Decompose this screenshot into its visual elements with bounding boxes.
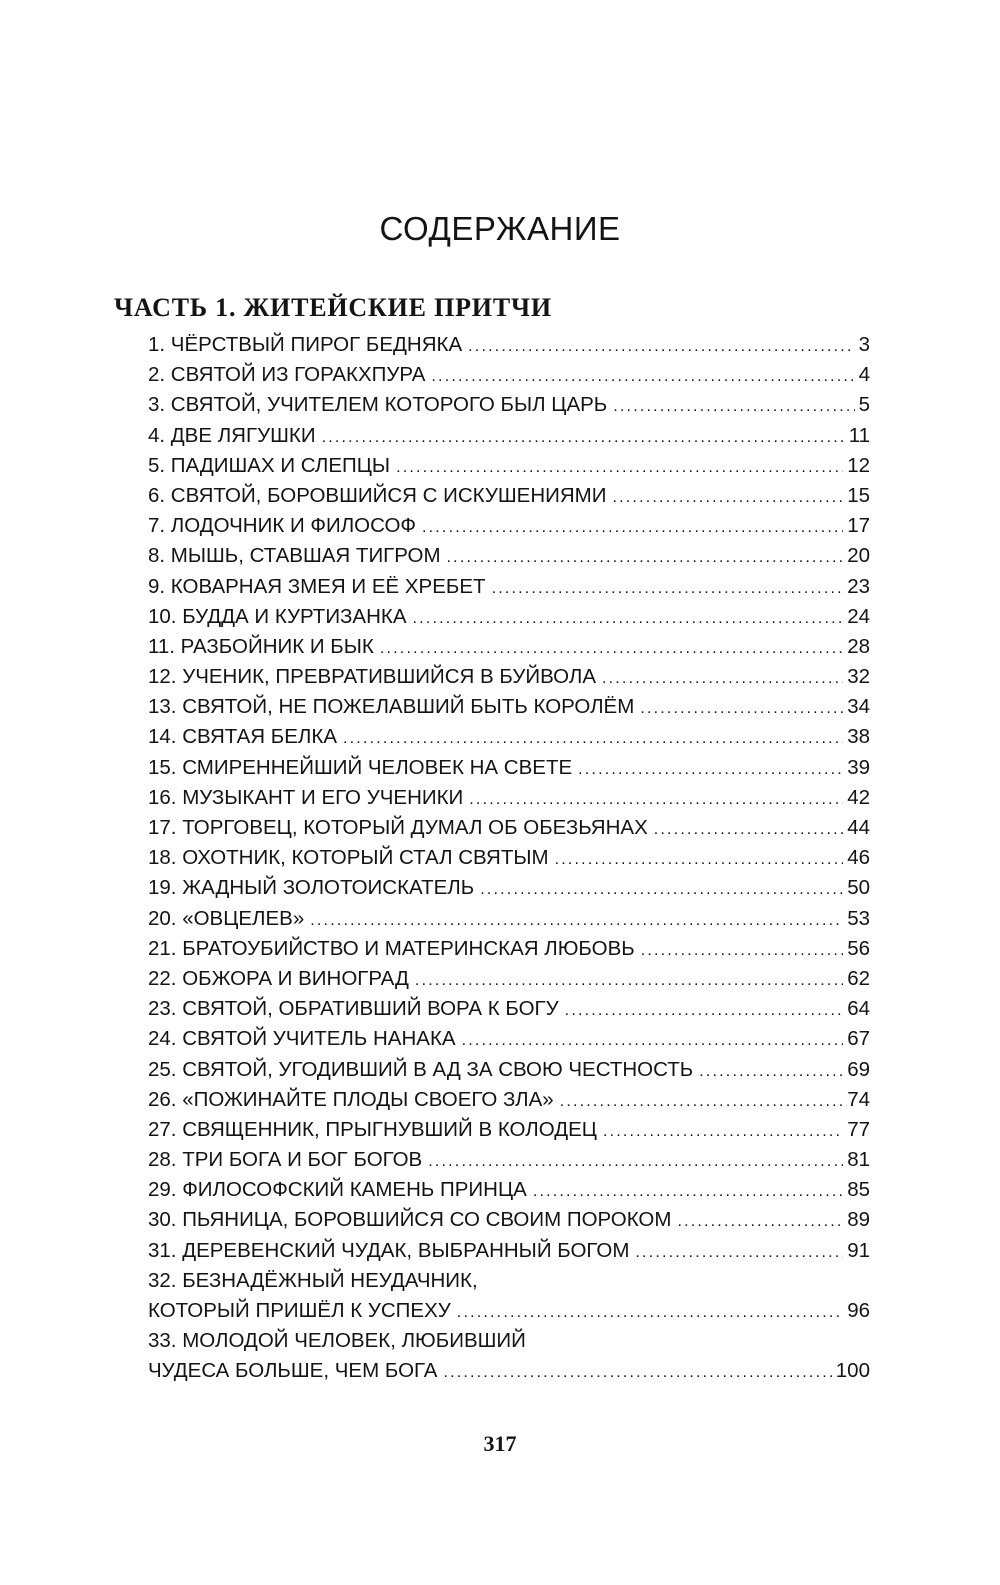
toc-entry-page: 11 [848, 423, 870, 447]
dot-leader [422, 513, 843, 543]
toc-entry [148, 994, 870, 1024]
toc-entry-page: 85 [847, 1178, 870, 1202]
toc-entry-page: 67 [847, 1027, 870, 1051]
dot-leader [396, 453, 843, 483]
toc-entry [148, 1266, 870, 1326]
toc-entry-title: 24. СВЯТОЙ УЧИТЕЛЬ НАНАКА [148, 1027, 456, 1051]
dot-leader [428, 1147, 843, 1177]
toc-entry-title: 29. ФИЛОСОФСКИЙ КАМЕНЬ ПРИНЦА [148, 1178, 527, 1202]
toc-entry-line [148, 451, 870, 481]
dot-leader [413, 604, 844, 634]
toc-entry [148, 692, 870, 722]
dot-leader [322, 423, 845, 453]
toc-entry-line [148, 1085, 870, 1115]
toc-entry-title: ЧУДЕСА БОЛЬШЕ, ЧЕМ БОГА [148, 1359, 438, 1383]
toc-entry [148, 1145, 870, 1175]
toc-entry-page: 39 [847, 755, 870, 779]
toc-entry [148, 572, 870, 602]
toc-entry-title: 20. «ОВЦЕЛЕВ» [148, 906, 305, 930]
toc-entry-title: 10. БУДДА И КУРТИЗАНКА [148, 604, 407, 628]
dot-leader [431, 362, 854, 392]
toc-entry [148, 360, 870, 390]
toc-entry-line [148, 813, 870, 843]
toc-entry-page: 34 [847, 695, 870, 719]
toc-entry-line [148, 511, 870, 541]
toc-entry-page: 20 [847, 544, 870, 568]
toc-entry-title: 16. МУЗЫКАНТ И ЕГО УЧЕНИКИ [148, 785, 464, 809]
dot-leader [380, 634, 843, 664]
toc-entry-line [148, 360, 870, 390]
toc-entry-line [148, 934, 870, 964]
dot-leader [699, 1057, 843, 1087]
toc-entry-page: 81 [847, 1148, 870, 1172]
toc-entry-page: 24 [847, 604, 870, 628]
toc-entry [148, 722, 870, 752]
toc-entry-line [148, 1356, 870, 1386]
toc-entry-line [148, 843, 870, 873]
toc-entry-page: 50 [847, 876, 870, 900]
dot-leader [492, 574, 844, 604]
toc-entry-line [148, 753, 870, 783]
toc-entry-page: 89 [847, 1208, 870, 1232]
toc-entry-page: 69 [847, 1057, 870, 1081]
toc-entry-line [148, 421, 870, 451]
toc-entry [148, 451, 870, 481]
dot-leader [469, 785, 843, 815]
toc-entry-line [148, 994, 870, 1024]
toc-entry-page: 4 [858, 363, 870, 387]
dot-leader [613, 483, 844, 513]
toc-entry-line [148, 964, 870, 994]
toc-entry-title-line1: 33. МОЛОДОЙ ЧЕЛОВЕК, ЛЮБИВШИЙ [148, 1329, 526, 1353]
page-number: 317 [483, 1431, 517, 1456]
toc-entry-line [148, 481, 870, 511]
toc-entry-line [148, 1296, 870, 1326]
toc-entry-title: КОТОРЫЙ ПРИШЁЛ К УСПЕХУ [148, 1299, 451, 1322]
toc-entry [148, 783, 870, 813]
toc-entry-line [148, 572, 870, 602]
part-title: ЧАСТЬ 1. ЖИТЕЙСКИЕ ПРИТЧИ [114, 293, 552, 322]
toc-entry-title: 11. РАЗБОЙНИК И БЫК [148, 634, 374, 658]
toc-entry-page: 17 [847, 514, 870, 538]
toc-entry [148, 602, 870, 632]
toc-entry-page: 62 [847, 966, 870, 990]
toc-entry [148, 934, 870, 964]
toc-entry [148, 1055, 870, 1085]
toc-entry-title: 17. ТОРГОВЕЦ, КОТОРЫЙ ДУМАЛ ОБ ОБЕЗЬЯНАХ [148, 816, 648, 839]
toc-entry [148, 511, 870, 541]
toc-entry-line [148, 1175, 870, 1205]
toc-entry [148, 1236, 870, 1266]
toc-entry-line [148, 783, 870, 813]
toc-entry-page: 56 [847, 936, 870, 960]
toc-entry-line [148, 1145, 870, 1175]
dot-leader [443, 1358, 831, 1388]
dot-leader [578, 755, 843, 785]
dot-leader [602, 664, 843, 694]
toc-entry [148, 753, 870, 783]
dot-leader [565, 996, 844, 1026]
toc-entry-page: 28 [847, 634, 870, 658]
dot-leader [468, 332, 854, 362]
toc-entry [148, 964, 870, 994]
toc-entry [148, 1326, 870, 1386]
toc-entry-line [148, 1236, 870, 1266]
toc-entry [148, 481, 870, 511]
toc-entry-page: 32 [847, 665, 870, 689]
toc-entry [148, 904, 870, 934]
toc-entry [148, 1175, 870, 1205]
toc-entry-page: 12 [847, 453, 870, 477]
toc-entry [148, 1205, 870, 1235]
toc-entry [148, 843, 870, 873]
toc-entry-page: 96 [847, 1299, 870, 1322]
toc-entry-title: 8. МЫШЬ, СТАВШАЯ ТИГРОМ [148, 544, 441, 568]
toc-entry-title: 27. СВЯЩЕННИК, ПРЫГНУВШИЙ В КОЛОДЕЦ [148, 1117, 597, 1141]
toc-entry-title: 9. КОВАРНАЯ ЗМЕЯ И ЕЁ ХРЕБЕТ [148, 574, 486, 598]
dot-leader [533, 1177, 843, 1207]
dot-leader [462, 1026, 844, 1056]
toc-entry-page: 46 [847, 846, 870, 870]
toc-entry-title: 25. СВЯТОЙ, УГОДИВШИЙ В АД ЗА СВОЮ ЧЕСТНОСТЬ [148, 1057, 694, 1081]
page-title: СОДЕРЖАНИЕ [379, 210, 621, 247]
toc-entry-line [148, 541, 870, 571]
dot-leader [480, 875, 843, 905]
dot-leader [415, 966, 843, 996]
dot-leader [603, 1117, 843, 1147]
dot-leader [677, 1207, 843, 1237]
toc-entry-line [148, 904, 870, 934]
toc-entry-title: 4. ДВЕ ЛЯГУШКИ [148, 423, 316, 447]
toc-entry-line [148, 722, 870, 752]
toc-entry-title: 23. СВЯТОЙ, ОБРАТИВШИЙ ВОРА К БОГУ [148, 997, 559, 1021]
toc-entry-page: 3 [858, 333, 870, 356]
toc-entry-page: 15 [847, 483, 870, 507]
toc-entry [148, 1085, 870, 1115]
toc-entry-title: 19. ЖАДНЫЙ ЗОЛОТОИСКАТЕЛЬ [148, 876, 475, 900]
toc-entry-title: 1. ЧЁРСТВЫЙ ПИРОГ БЕДНЯКА [148, 333, 463, 356]
toc-entry-title: 22. ОБЖОРА И ВИНОГРАД [148, 966, 409, 990]
toc-entry-line [148, 1205, 870, 1235]
toc-entry [148, 873, 870, 903]
toc-entry-title: 15. СМИРЕННЕЙШИЙ ЧЕЛОВЕК НА СВЕТЕ [148, 755, 573, 779]
toc-entry-line [148, 390, 870, 420]
toc-entry-line [148, 330, 870, 360]
toc-entry-title: 3. СВЯТОЙ, УЧИТЕЛЕМ КОТОРОГО БЫЛ ЦАРЬ [148, 393, 608, 417]
dot-leader [457, 1298, 843, 1328]
toc-entry-title: 18. ОХОТНИК, КОТОРЫЙ СТАЛ СВЯТЫМ [148, 846, 549, 870]
dot-leader [640, 694, 843, 724]
toc-entry-page: 77 [847, 1117, 870, 1141]
toc-entry-line [148, 632, 870, 662]
toc-entry-page: 44 [847, 816, 870, 839]
toc-entry-title: 5. ПАДИШАХ И СЛЕПЦЫ [148, 453, 391, 477]
toc-entry-page: 91 [847, 1238, 870, 1262]
toc-entry-page: 100 [835, 1359, 870, 1383]
toc-entry-title: 28. ТРИ БОГА И БОГ БОГОВ [148, 1148, 423, 1172]
toc-entry-page: 38 [847, 725, 870, 749]
toc-entry [148, 1024, 870, 1054]
dot-leader [447, 543, 844, 573]
toc-entry [148, 421, 870, 451]
toc-entry-title: 14. СВЯТАЯ БЕЛКА [148, 725, 338, 749]
toc-entry-title: 26. «ПОЖИНАЙТЕ ПЛОДЫ СВОЕГО ЗЛА» [148, 1087, 554, 1111]
toc-entry-page: 53 [847, 906, 870, 930]
toc-entry-line [148, 1055, 870, 1085]
toc-entry-title-line1: 32. БЕЗНАДЁЖНЫЙ НЕУДАЧНИК, [148, 1268, 478, 1292]
toc-entry-title: 21. БРАТОУБИЙСТВО И МАТЕРИНСКАЯ ЛЮБОВЬ [148, 936, 635, 960]
toc-entry [148, 330, 870, 360]
dot-leader [654, 815, 843, 845]
toc-entry-title: 12. УЧЕНИК, ПРЕВРАТИВШИЙСЯ В БУЙВОЛА [148, 665, 596, 689]
toc-entry-title: 31. ДЕРЕВЕНСКИЙ ЧУДАК, ВЫБРАННЫЙ БОГОМ [148, 1238, 630, 1262]
toc-entry [148, 813, 870, 843]
toc-entry-title: 2. СВЯТОЙ ИЗ ГОРАКХПУРА [148, 363, 426, 387]
toc-entry [148, 541, 870, 571]
toc-entry-title: 7. ЛОДОЧНИК И ФИЛОСОФ [148, 514, 416, 538]
toc-entry-line [148, 692, 870, 722]
toc-entry [148, 632, 870, 662]
toc-entry-page: 23 [847, 574, 870, 598]
toc-entry-page: 74 [847, 1087, 870, 1111]
dot-leader [613, 392, 854, 422]
toc-entry [148, 1115, 870, 1145]
toc-entry-page: 42 [847, 785, 870, 809]
dot-leader [635, 1238, 843, 1268]
toc-entry-line [148, 662, 870, 692]
toc-entry-line [148, 1115, 870, 1145]
toc-entry-line [148, 602, 870, 632]
toc-entry-line [148, 1024, 870, 1054]
dot-leader [343, 724, 843, 754]
toc-entry [148, 390, 870, 420]
toc-entry-title: 13. СВЯТОЙ, НЕ ПОЖЕЛАВШИЙ БЫТЬ КОРОЛЁМ [148, 695, 635, 719]
toc-entry [148, 662, 870, 692]
dot-leader [555, 845, 844, 875]
toc-entry-page: 64 [847, 997, 870, 1021]
dot-leader [560, 1087, 844, 1117]
toc-entry-title: 30. ПЬЯНИЦА, БОРОВШИЙСЯ СО СВОИМ ПОРОКОМ [148, 1208, 672, 1232]
dot-leader [641, 936, 843, 966]
toc-list [148, 330, 870, 1387]
toc-entry-page: 5 [858, 393, 870, 417]
toc-entry-line [148, 873, 870, 903]
toc-entry-title: 6. СВЯТОЙ, БОРОВШИЙСЯ С ИСКУШЕНИЯМИ [148, 483, 607, 507]
dot-leader [310, 906, 843, 936]
